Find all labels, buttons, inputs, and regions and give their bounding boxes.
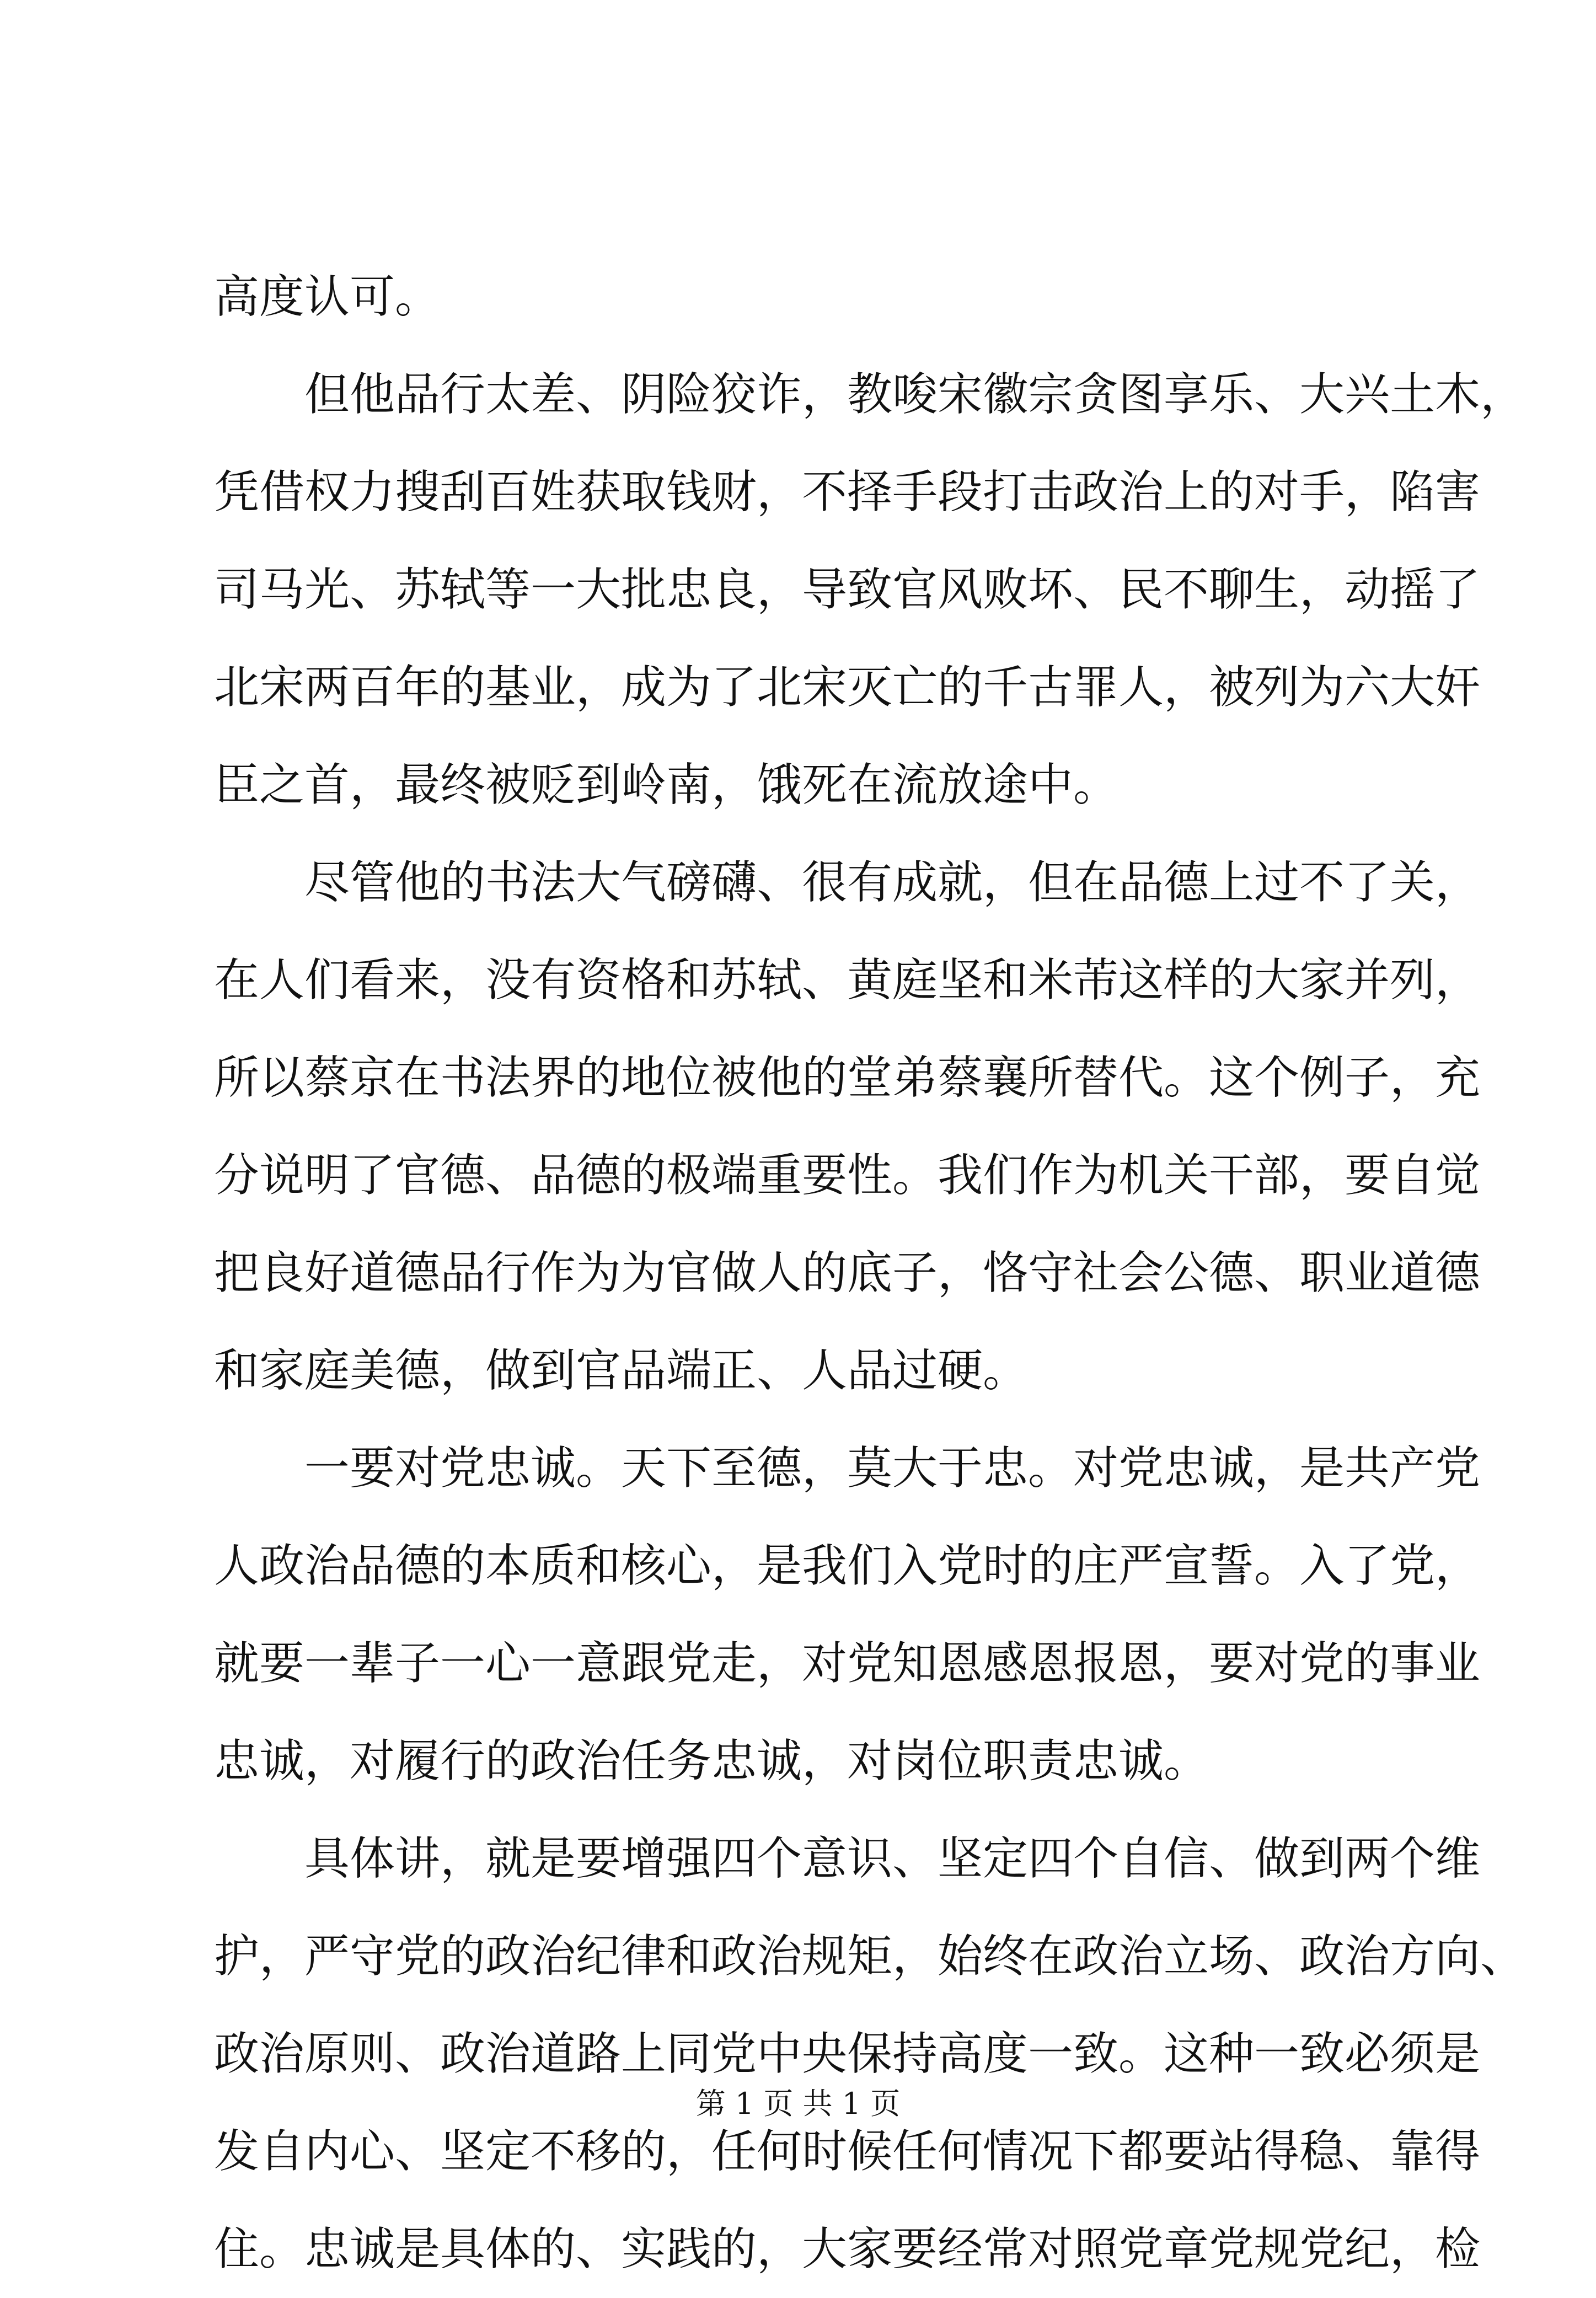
page-footer (0, 2085, 1596, 2123)
text-line: 就要一辈子一心一意跟党走，对党知恩感恩报恩，要对党的事业 (214, 1637, 1481, 1690)
text-line: 司马光、苏轼等一大批忠良，导致官风败坏、民不聊生，动摇了 (214, 564, 1481, 616)
text-line: 和家庭美德，做到官品端正、人品过硬。 (214, 1344, 1029, 1397)
text-line: 分说明了官德、品德的极端重要性。我们作为机关干部，要自觉 (214, 1149, 1481, 1202)
page-number-label: 第 1 页 共 1 页 (695, 2086, 901, 2121)
text-line: 在人们看来，没有资格和苏轼、黄庭坚和米芾这样的大家并列， (214, 954, 1481, 1006)
text-line: 护，严守党的政治纪律和政治规矩，始终在政治立场、政治方向、 (214, 1930, 1526, 1983)
text-line: 所以蔡京在书法界的地位被他的堂弟蔡襄所替代。这个例子，充 (214, 1052, 1481, 1104)
paragraph-first-line: 尽管他的书法大气磅礴、很有成就，但在品德上过不了关， (304, 856, 1481, 909)
text-line: 发自内心、坚定不移的，任何时候任何情况下都要站得稳、靠得 (214, 2125, 1481, 2178)
document-body (214, 248, 1526, 2298)
text-line: 忠诚，对履行的政治任务忠诚，对岗位职责忠诚。 (214, 1735, 1209, 1787)
text-line: 凭借权力搜刮百姓获取钱财，不择手段打击政治上的对手，陷害 (214, 466, 1481, 518)
paragraph-first-line: 但他品行太差、阴险狡诈，教唆宋徽宗贪图享乐、大兴土木， (304, 368, 1526, 421)
text-line: 住。忠诚是具体的、实践的，大家要经常对照党章党规党纪，检 (214, 2223, 1481, 2275)
paragraph-first-line: 一要对党忠诚。天下至德，莫大于忠。对党忠诚，是共产党 (304, 1442, 1481, 1494)
text-line: 北宋两百年的基业，成为了北宋灭亡的千古罪人，被列为六大奸 (214, 661, 1481, 714)
text-line: 政治原则、政治道路上同党中央保持高度一致。这种一致必须是 (214, 2028, 1481, 2080)
text-line: 臣之首，最终被贬到岭南，饿死在流放途中。 (214, 759, 1119, 811)
text-line: 把良好道德品行作为为官做人的底子，恪守社会公德、职业道德 (214, 1247, 1481, 1299)
text-line: 高度认可。 (214, 271, 441, 323)
text-line: 人政治品德的本质和核心，是我们入党时的庄严宣誓。入了党， (214, 1540, 1481, 1592)
paragraph-first-line: 具体讲，就是要增强四个意识、坚定四个自信、做到两个维 (304, 1833, 1481, 1885)
